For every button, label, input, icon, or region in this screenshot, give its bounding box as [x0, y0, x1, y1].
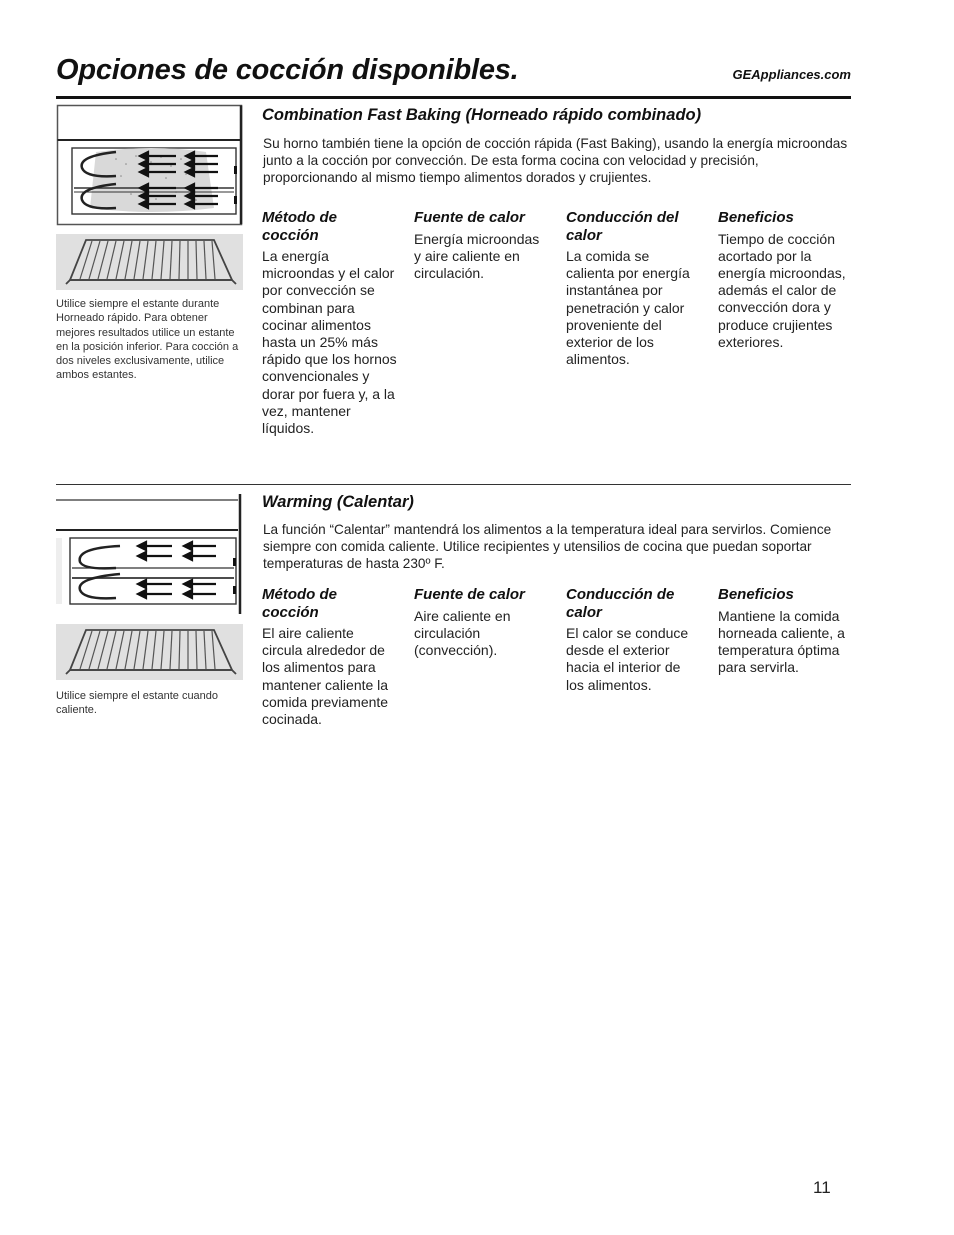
warming-benefits-column — [718, 586, 853, 676]
page-header — [56, 50, 851, 99]
section-divider — [56, 484, 851, 485]
column-body: El calor se conduce desde el exterior hacia el interior de los alimentos. — [566, 625, 689, 693]
column-heading: Fuente de calor — [414, 209, 525, 226]
fast-baking-conduction-column — [566, 209, 701, 368]
column-body: Mantiene la comida horneada caliente, a temperatura óptima para servirla. — [718, 607, 845, 676]
fast-baking-method-column — [262, 209, 397, 437]
column-body: Tiempo de cocción acortado por la energía microondas, además el calor de convección dora y produce crujientes exteriores. — [718, 230, 846, 350]
site-url: GEAppliances.com — [732, 67, 851, 82]
page-number: 11 — [813, 1178, 831, 1197]
column-body: Energía microondas y aire caliente en circulación. — [414, 230, 540, 281]
oven-fast-bake-illustration — [56, 104, 243, 290]
column-body: Aire caliente en circulación (convección). — [414, 607, 511, 658]
column-body: La comida se calienta por energía instantánea por penetración y calor proveniente del exterior de los alimentos. — [566, 248, 690, 368]
page-title: Opciones de cocción disponibles. — [56, 54, 519, 86]
column-heading: Beneficios — [718, 209, 794, 226]
column-heading: Conducción del calor — [566, 209, 679, 244]
column-heading: Método de cocción — [262, 209, 337, 244]
warming-method-column — [262, 586, 397, 728]
section-title-fast-baking: Combination Fast Baking (Horneado rápido combinado) — [262, 106, 702, 124]
column-heading: Beneficios — [718, 586, 794, 603]
oven-warming-illustration — [56, 494, 243, 680]
warming-source-column — [414, 586, 549, 659]
fast-bake-rack-caption: Utilice siempre el estante durante Horneado rápido. Para obtener mejores resultados utilice un estante en la posición inferior. Para cocción a dos niveles exclusivamente, utilice ambos estantes. — [56, 298, 239, 382]
fast-baking-source-column — [414, 209, 549, 282]
fast-baking-intro: Su horno también tiene la opción de cocción rápida (Fast Baking), usando la energía microondas junto a la cocción por convección. De esta forma cocina con velocidad y precisión, proporcionando al mismo tiempo alimentos dorados y crujientes. — [263, 136, 848, 185]
column-heading: Fuente de calor — [414, 586, 525, 603]
warming-rack-caption: Utilice siempre el estante cuando caliente. — [56, 690, 219, 717]
section-title-warming: Warming (Calentar) — [262, 493, 414, 511]
column-body: La energía microondas y el calor por convección se combinan para cocinar alimentos hasta un 25% más rápido que los hornos convencionales y dorar por fuera y, a la vez, mantener líquidos. — [262, 248, 397, 437]
fast-baking-benefits-column — [718, 209, 853, 351]
warming-conduction-column — [566, 586, 701, 694]
column-body: El aire caliente circula alrededor de los alimentos para mantener caliente la comida previamente cocinada. — [262, 625, 389, 728]
warming-intro: La función “Calentar” mantendrá los alimentos a la temperatura ideal para servirlos. Comience siempre con comida caliente. Utilice recipientes y utensilios de cocina que puedan soportar temperaturas de hasta 230º F. — [263, 522, 832, 571]
column-heading: Conducción de calor — [566, 586, 675, 621]
column-heading: Método de cocción — [262, 586, 337, 621]
